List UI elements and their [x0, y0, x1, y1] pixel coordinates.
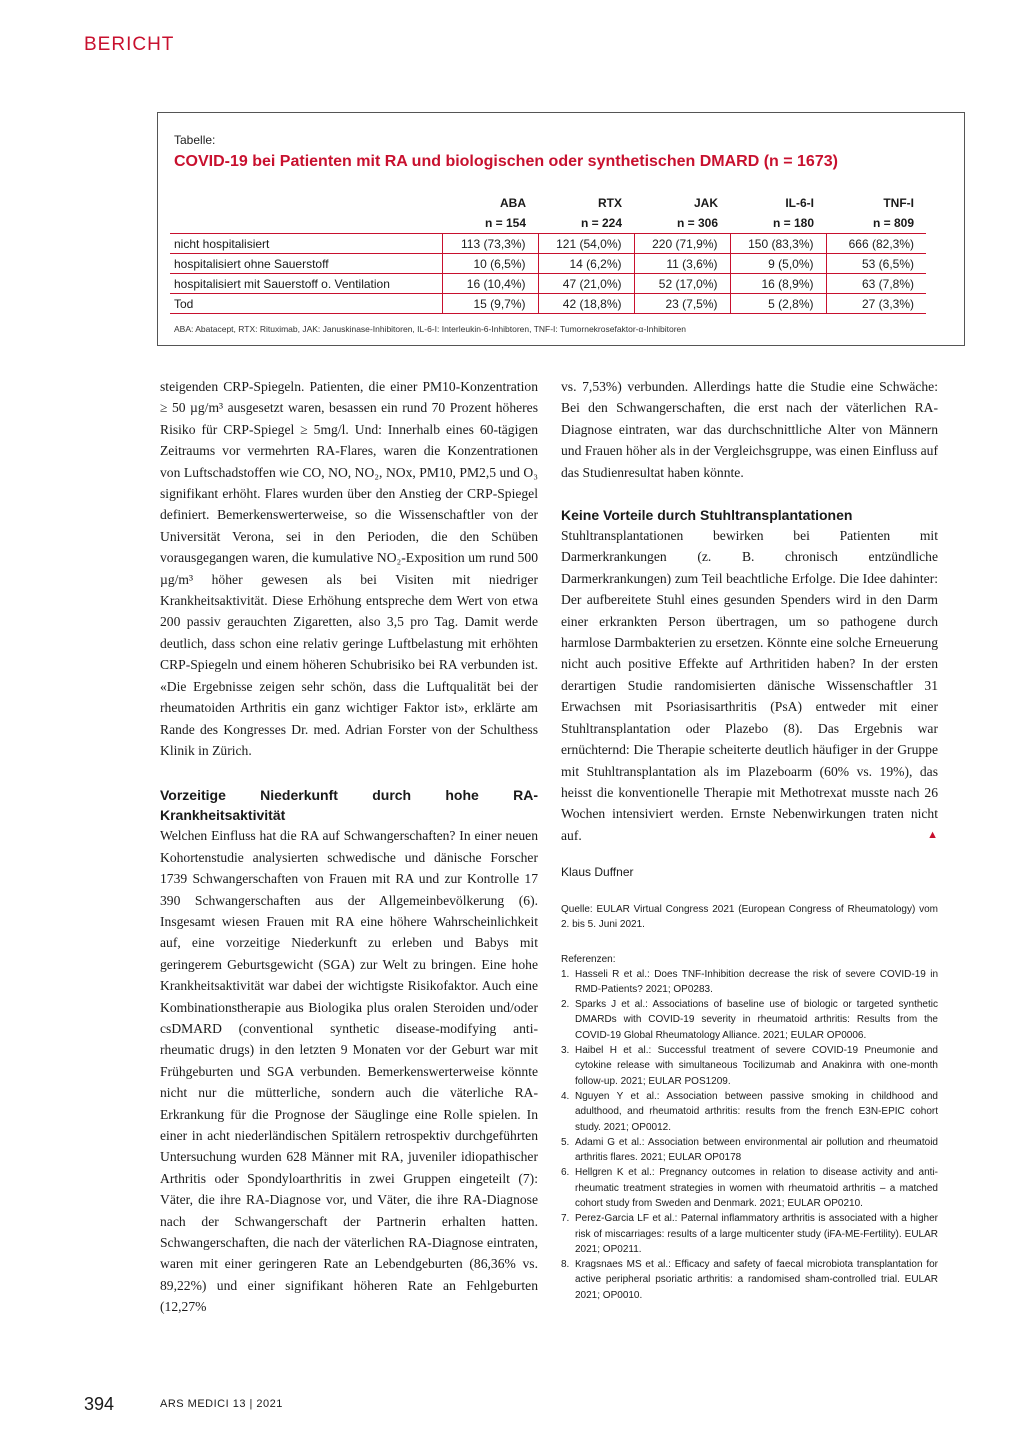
table-cell: 10 (6,5%) [442, 254, 538, 274]
row-label: hospitalisiert mit Sauerstoff o. Ventilation [170, 274, 442, 294]
references-heading: Referenzen: [561, 953, 616, 965]
table-cell: 42 (18,8%) [538, 294, 634, 314]
table-row [170, 234, 926, 254]
table-header-row [170, 193, 926, 213]
references-list [561, 967, 938, 1304]
column-header: TNF-I [883, 196, 914, 210]
column-n: n = 180 [730, 213, 826, 234]
table-cell: 47 (21,0%) [538, 274, 634, 294]
list-item: 4. Nguyen Y et al.: Association between passive smoking in childhood and adulthood, and rheumatoid arthritis: results from the french E3N-EPIC cohort study. 2021; OP0012. [561, 1090, 938, 1133]
table-cell: 666 (82,3%) [826, 234, 926, 254]
author-name: Klaus Duffner [561, 865, 634, 880]
column-n: n = 224 [538, 213, 634, 234]
table-n-row [170, 213, 926, 234]
table-cell: 121 (54,0%) [538, 234, 634, 254]
table-cell: 5 (2,8%) [730, 294, 826, 314]
body-paragraph [561, 525, 938, 846]
journal-footer: ARS MEDICI 13 | 2021 [160, 1398, 283, 1410]
table-row [170, 254, 926, 274]
list-item: 8. Kragsnaes MS et al.: Efficacy and safety of faecal microbiota transplantation for active peripheral psoriatic arthritis: a randomised sham-controlled trial. EULAR 2021; OP0010. [561, 1259, 938, 1301]
table-cell: 16 (8,9%) [730, 274, 826, 294]
table-abbreviations-note: ABA: Abatacept, RTX: Rituximab, JAK: Januskinase-Inhibitoren, IL-6-I: Interleukin-6-Inhibtoren, TNF-I: Tumornekrosefaktor-α-Inhibitoren [174, 324, 686, 334]
table-kicker: Tabelle: [174, 133, 216, 147]
row-label: Tod [170, 294, 442, 314]
list-item: 2. Sparks J et al.: Associations of baseline use of biologic or targeted synthetic DMARDs with COVID-19 severity in rheumatoid arthritis: Results from the COVID-19 Global Rheumatology Alliance. 2021; EULAR OP0006. [561, 999, 938, 1041]
table-cell: 15 (9,7%) [442, 294, 538, 314]
column-n: n = 306 [634, 213, 730, 234]
section-heading: BERICHT [84, 34, 175, 55]
covid-table [170, 193, 926, 314]
column-n: n = 154 [442, 213, 538, 234]
body-text: Stuhltransplantationen bewirken bei Patienten mit Darmerkrankungen (z. B. chronisch entzündliche Darmerkrankungen) zum Teil beachtliche Erfolge. Die Idee dahinter: Der aufbereitete Stuhl eines gesunden Spenders wird in den Darm einer erkrankten Person übertragen, um so pathogene durch harmlose Darmbakterien zu ersetzen. Könnte eine solche Erneuerung nicht auch positive Effekte auf Arthritiden haben? In der ersten derartigen Studie randomisierten dänische Wissenschaftler 31 Erwachsen mit Psoriasisarthritis (PsA) entweder mit einer Stuhltransplantation oder Plazebo (8). Das Ergebnis war ernüchternd: Die Therapie scheiterte deutlich häufiger in der Gruppe mit Stuhltransplantation als im Plazeboarm (60% vs. 19%), das heisst die konventionelle Therapie mit Methotrexat musste nach 26 Wochen intensiviert werden. Ernste Nebenwirkungen traten nicht auf. [561, 528, 938, 843]
end-of-article-icon: ▲ [927, 828, 938, 841]
table-cell: 52 (17,0%) [634, 274, 730, 294]
list-item: 7. Perez-Garcia LF et al.: Paternal inflammatory arthritis is associated with a higher risk of miscarriages: results of a large multicenter study (iFA-ME-Fertility). EULAR 2021; OP0211. [561, 1213, 938, 1255]
subheading: Keine Vorteile durch Stuhltransplantationen [561, 507, 853, 524]
row-label: hospitalisiert ohne Sauerstoff [170, 254, 442, 274]
table-title: COVID-19 bei Patienten mit RA und biologischen oder synthetischen DMARD (n = 1673) [174, 153, 838, 170]
table-cell: 14 (6,2%) [538, 254, 634, 274]
table-row [170, 274, 926, 294]
table-cell: 63 (7,8%) [826, 274, 926, 294]
left-column [160, 376, 538, 1318]
column-header: RTX [598, 196, 622, 210]
column-header: JAK [693, 196, 718, 210]
column-header: ABA [500, 196, 526, 210]
table-box [157, 112, 965, 346]
list-item: 3. Haibel H et al.: Successful treatment of severe COVID-19 Pneumonie and cytokine release with simultaneous Tocilizumab and Anakinra with one-month follow-up. 2021; EULAR POS1209. [561, 1045, 938, 1087]
table-row [170, 294, 926, 314]
table-cell: 220 (71,9%) [634, 234, 730, 254]
right-column [561, 376, 938, 1303]
body-paragraph: steigenden CRP-Spiegeln. Patienten, die einer PM10-Konzentration ≥ 50 µg/m³ ausgesetzt waren, besassen ein rund 70 Prozent höheres Risiko für CRP-Spiegel ≥ 5mg/l. Und: Innerhalb eines 60-tägigen Zeitraums vor vermehrten RA-Flares, waren die Konzentrationen von Luftschadstoffen wie CO, NO, NO₂, NOx, PM10, PM2,5 und O₃ signifikant erhöht. Flares wurden über den Anstieg der CRP-Spiegel definiert. Bemerkenswerterweise, so die Wissenschaftler von der Universität Verona, sei in den Perioden, die den Schüben vorausgegangen waren, die kumulative NO₂-Exposition um rund 500 µg/m³ höher gewesen als bei Visiten mit niedriger Krankheitsaktivität. Diese Erhöhung entspreche dem Wert von etwa 200 passiv gerauchten Zigaretten, also 3,5 pro Tag. Damit werde deutlich, dass schon eine relativ geringe Luftbelastung mit erhöhten CRP-Spiegeln und einem höheren Schubrisiko bei RA verbunden ist. «Die Ergebnisse zeigen sehr schön, dass die Luftqualität bei der rheumatoiden Arthritis ein ganz wichtiger Faktor ist», erklärte am Rande des Kongresses Dr. med. Adrian Forster von der Schulthess Klinik in Zürich. [160, 379, 538, 758]
page-number: 394 [84, 1394, 115, 1414]
table-cell: 9 (5,0%) [730, 254, 826, 274]
subheading: Vorzeitige Niederkunft durch hohe RA-Krankheitsaktivität [160, 787, 538, 824]
column-header: IL-6-I [785, 196, 814, 210]
table-cell: 150 (83,3%) [730, 234, 826, 254]
list-item: 5. Adami G et al.: Association between environmental air pollution and rheumatoid arthritis flares. 2021; EULAR OP0178 [561, 1136, 938, 1164]
body-paragraph: Welchen Einfluss hat die RA auf Schwangerschaften? In einer neuen Kohortenstudie analysierten schwedische und dänische Forscher 1739 Schwangerschaften von Frauen mit RA und zur Kontrolle 17 390 Schwangerschaften aus der Allgemeinbevölkerung (6). Insgesamt wiesen Frauen mit RA eine höhere Wahrscheinlichkeit auf, eine vorzeitige Niederkunft zu erleben und Babys mit geringerem Geburtsgewicht (SGA) zur Welt zu bringen. Eine hohe Krankheitsaktivität war dabei der wichtigste Risikofaktor. Auch eine Kombinationstherapie aus Biologika plus oralen Steroiden und/oder csDMARD (conventional synthetic disease-modifying anti-rheumatic drugs) in den letzten 9 Monaten vor der Geburt war mit Frühgeburten und SGA verbunden. Bemerkenswerterweise könnte nicht nur die mütterliche, sondern auch die väterliche RA-Erkrankung für die Prognose der Säuglinge eine Rolle spielen. In einer in acht niederländischen Spitälern retrospektiv durchgeführten Untersuchung wurden 628 Männer mit RA, juveniler idiopathischer Arthritis oder Spondyloarthritis in zwei Gruppen eingeteilt (7): Väter, die ihre RA-Diagnose vor, und Väter, die ihre RA-Diagnose nach der Schwangerschaft der Partnerin erhalten hatten. Schwangerschaften, die nach der väterlichen RA-Diagnose eintraten, waren mit einer geringeren Rate an Lebendgeburten (86,36% vs. 89,22%) und einer signifikant höheren Rate an Fehlgeburten (12,27% [160, 828, 538, 1315]
body-paragraph: vs. 7,53%) verbunden. Allerdings hatte die Studie eine Schwäche: Bei den Schwangerschaften, die erst nach der väterlichen RA-Diagnose eintraten, war das durchschnittliche Alter von Männern und Frauen höher als in der Vergleichsgruppe, was einen Einfluss auf das Studienresultat haben könnte. [561, 379, 938, 480]
column-n: n = 809 [826, 213, 926, 234]
table-cell: 27 (3,3%) [826, 294, 926, 314]
list-item: 6. Hellgren K et al.: Pregnancy outcomes in relation to disease activity and anti-rheumatic treatment strategies in women with rheumatoid arthritis – a matched cohort study from Sweden and Denmark. 2021; EULAR OP0210. [561, 1167, 938, 1209]
source-note: Quelle: EULAR Virtual Congress 2021 (European Congress of Rheumatology) vom 2. bis 5. Juni 2021. [561, 903, 938, 930]
table-cell: 23 (7,5%) [634, 294, 730, 314]
table-cell: 113 (73,3%) [442, 234, 538, 254]
table-cell: 11 (3,6%) [634, 254, 730, 274]
row-label: nicht hospitalisiert [170, 234, 442, 254]
table-cell: 53 (6,5%) [826, 254, 926, 274]
list-item: 1. Hasseli R et al.: Does TNF-Inhibition decrease the risk of severe COVID-19 in RMD-Patients? 2021; OP0283. [561, 968, 938, 995]
table-cell: 16 (10,4%) [442, 274, 538, 294]
